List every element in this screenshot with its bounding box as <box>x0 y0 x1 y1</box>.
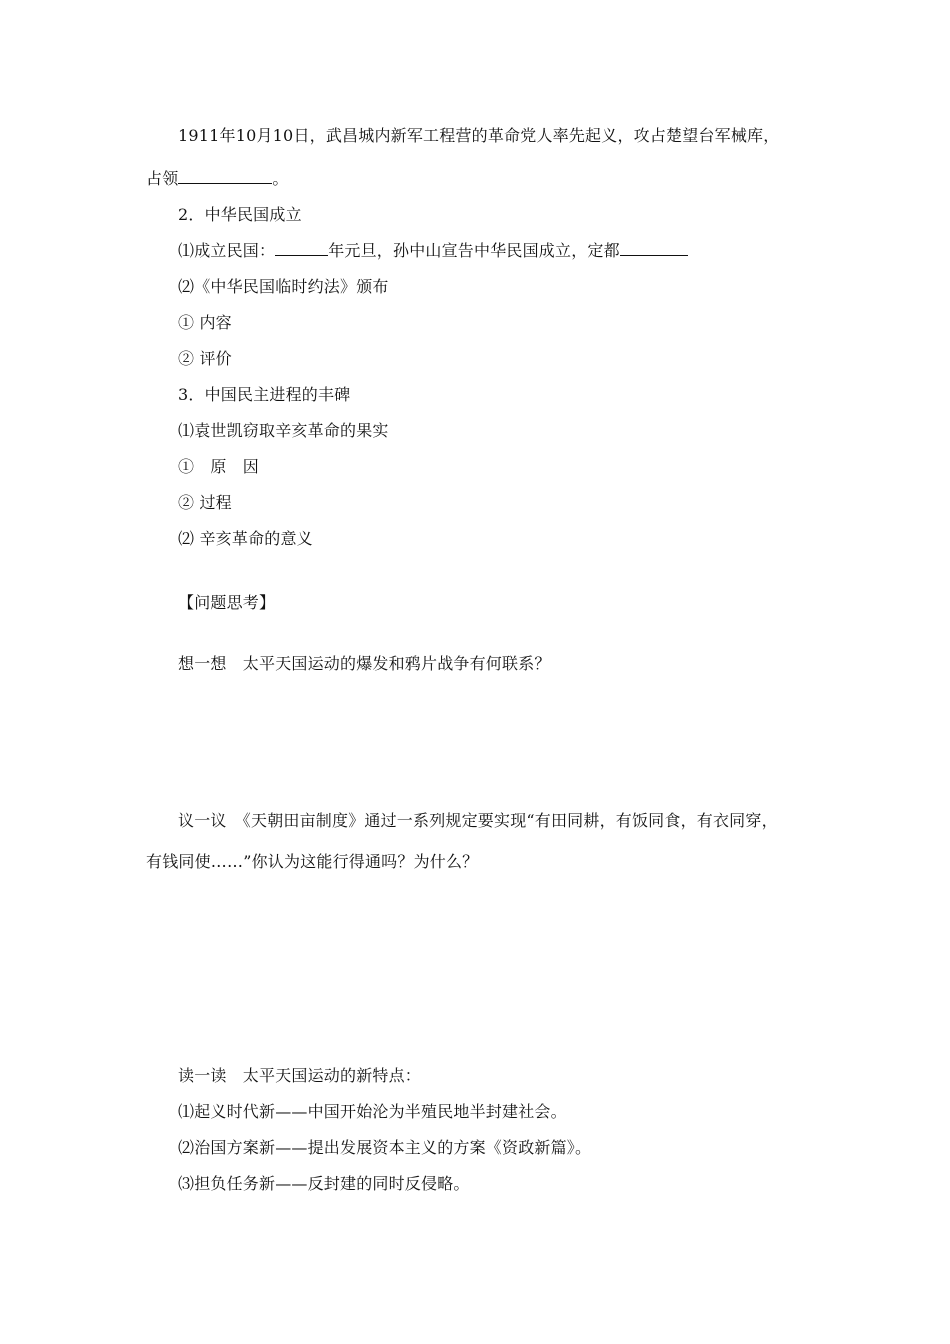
sub-item-evaluation: ② 评价 <box>178 349 232 368</box>
heading-republic-founded: 2．中华民国成立 <box>178 205 302 224</box>
period-mark: 。 <box>272 169 289 188</box>
question-discuss-line1: 议一议 《天朝田亩制度》通过一系列规定要实现“有田同耕，有饭同食，有衣同穿， <box>178 811 778 830</box>
question-discuss-line2: 有钱同使……”你认为这能行得通吗？为什么？ <box>146 852 479 871</box>
uprising-paragraph-line2 <box>146 169 289 189</box>
heading-democracy-milestone: 3．中国民主进程的丰碑 <box>178 385 351 404</box>
item-yuan-shikai: ⑴袁世凯窃取辛亥革命的果实 <box>178 421 389 440</box>
item-provisional-constitution: ⑵《中华民国临时约法》颁布 <box>178 277 389 296</box>
capital-blank[interactable] <box>620 241 688 256</box>
item-founding-republic <box>178 241 688 261</box>
read-heading: 读一读 太平天国运动的新特点： <box>178 1066 422 1085</box>
sub-item-process: ② 过程 <box>178 493 232 512</box>
read-item-2: ⑵治国方案新——提出发展资本主义的方案《资政新篇》。 <box>178 1138 592 1157</box>
heading-questions: 【问题思考】 <box>178 593 276 612</box>
uprising-paragraph-line1: 1911年10月10日，武昌城内新军工程营的革命党人率先起义，攻占楚望台军械库， <box>178 126 780 145</box>
year-blank[interactable] <box>275 241 328 256</box>
read-item-3: ⑶担负任务新——反封建的同时反侵略。 <box>178 1174 470 1193</box>
sub-item-content: ① 内容 <box>178 313 232 332</box>
founding-text: 年元旦，孙中山宣告中华民国成立，定都 <box>328 241 620 260</box>
item-revolution-significance: ⑵ 辛亥革命的意义 <box>178 529 313 548</box>
occupy-blank[interactable] <box>178 169 272 184</box>
question-think: 想一想 太平天国运动的爆发和鸦片战争有何联系？ <box>178 654 551 673</box>
occupy-label: 占领 <box>146 169 179 188</box>
sub-item-reasons: ① 原 因 <box>178 457 260 476</box>
read-item-1: ⑴起义时代新——中国开始沦为半殖民地半封建社会。 <box>178 1102 567 1121</box>
founding-label: ⑴成立民国： <box>178 241 276 260</box>
